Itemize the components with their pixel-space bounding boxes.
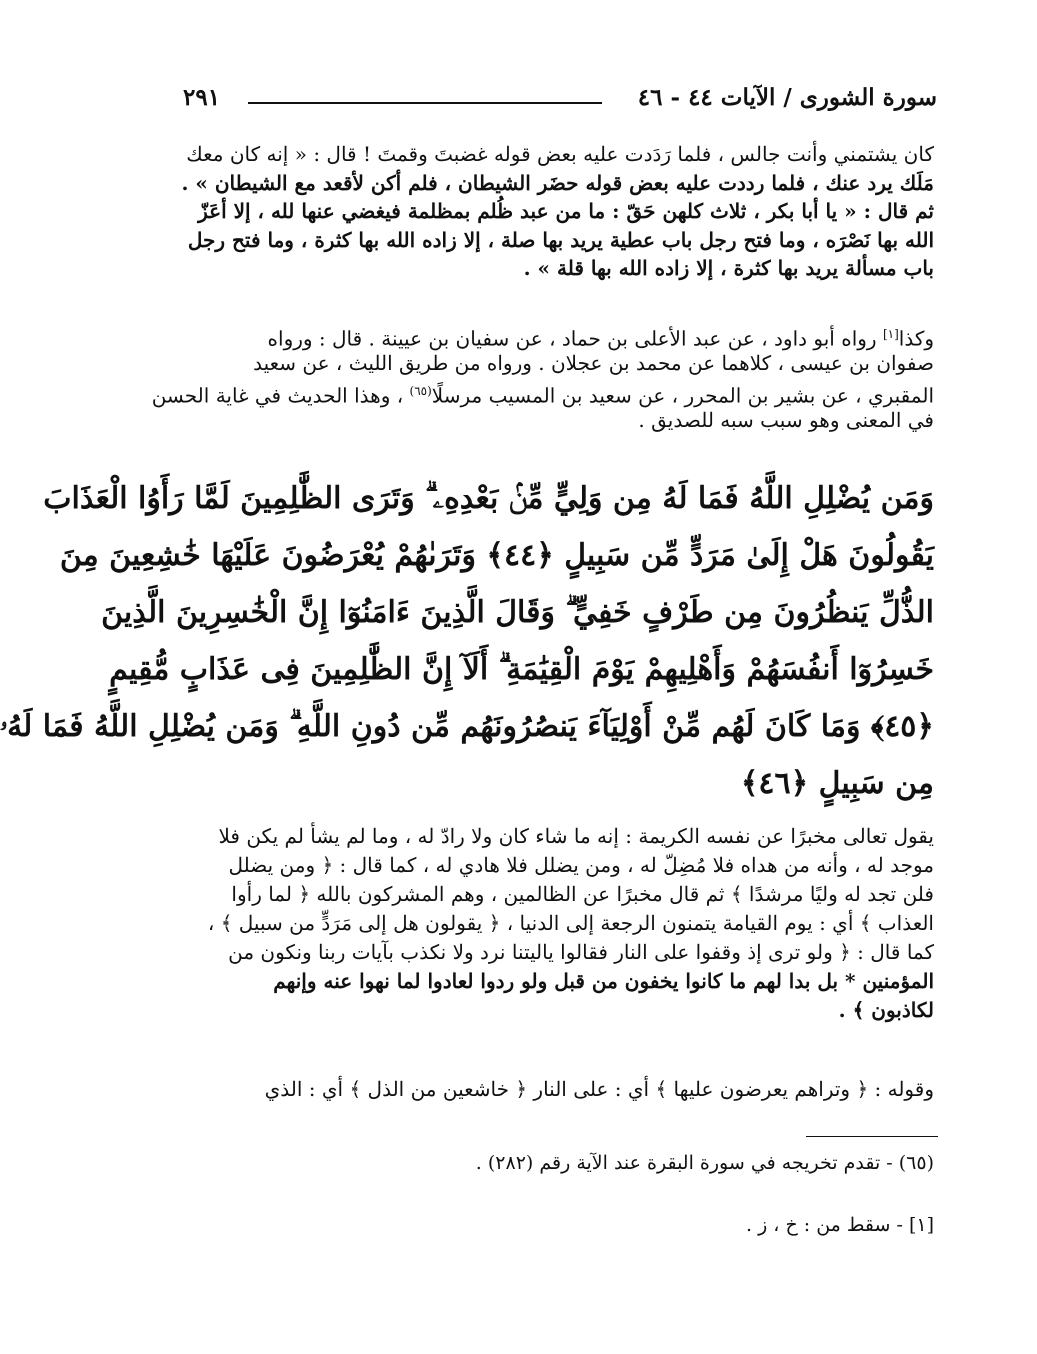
- lead-word: وكذا: [898, 326, 934, 351]
- text-line: باب مسألة يريد بها كثرة ، إلا زاده الله بها قلة » .: [523, 256, 934, 280]
- text-line: [186, 320, 934, 349]
- footnote-marker: (٦٥): [409, 384, 432, 398]
- verse-line: خَسِرُوٓا أَنفُسَهُمْ وَأَهْلِيهِمْ يَوْمَ الْقِيَٰمَةِ ۗ أَلَآ إِنَّ الظَّٰلِمِينَ فِى عَذَابٍ مُّقِيمٍ: [109, 652, 934, 687]
- text-fragment: ، وهذا الحديث في غاية الحسن: [151, 383, 410, 408]
- text-line: وقوله : ﴿ وتراهم يعرضون عليها ﴾ أي : على النار ﴿ خاشعين من الذل ﴾ أي : الذي: [264, 1077, 934, 1101]
- quran-verses: [0, 470, 934, 812]
- verse-line: يَقُولُونَ هَلْ إِلَىٰ مَرَدٍّ مِّن سَبِيلٍ ﴿٤٤﴾ وَتَرَىٰهُمْ يُعْرَضُونَ عَلَيْهَا خَٰشِعِينَ مِنَ: [59, 538, 934, 573]
- reference-marker: [١]: [882, 327, 899, 341]
- footnote: [١] - سقط من : خ ، ز .: [745, 1214, 934, 1236]
- verse-line: الذُّلِّ يَنظُرُونَ مِن طَرْفٍ خَفِيٍّ ۗ وَقَالَ الَّذِينَ ءَامَنُوٓا إِنَّ الْخَٰسِرِينَ الَّذِينَ: [101, 595, 934, 630]
- text-fragment: المقبري ، عن بشير بن المحرر ، عن سعيد بن المسيب مرسلًا: [431, 383, 934, 408]
- text-line: موجد له ، وأنه من هداه فلا مُضِلّ له ، ومن يضلل فلا هادي له ، كما قال : ﴿ ومن يضلل: [228, 853, 934, 877]
- text-line: العذاب ﴾ أي : يوم القيامة يتمنون الرجعة إلى الدنيا ، ﴿ يقولون هل إلى مَرَدٍّ من سبيل ﴾ ،: [207, 911, 934, 935]
- text-fragment: رواه أبو داود ، عن عبد الأعلى بن حماد ، عن سفيان بن عيينة . قال : ورواه: [267, 326, 883, 351]
- header-rule: [248, 102, 602, 104]
- text-line: مَلَك يرد عنك ، فلما رددت عليه بعض قوله حضَر الشيطان ، فلم أكن لأقعد مع الشيطان » .: [181, 170, 934, 195]
- text-line: كان يشتمني وأنت جالس ، فلما رَدَدت عليه بعض قوله غضبتَ وقمتَ ! قال : « إنه كان معك: [186, 142, 934, 166]
- text-line: لكاذبون ﴾ .: [838, 998, 934, 1022]
- text-line: في المعنى وهو سبب سبه للصديق .: [638, 407, 934, 432]
- text-line: كما قال : ﴿ ولو ترى إذ وقفوا على النار فقالوا ياليتنا نرد ولا نكذب بآيات ربنا ونكون من: [228, 940, 934, 964]
- running-header: [183, 82, 937, 118]
- page-number: ٢٩١: [183, 84, 221, 111]
- text-line: صفوان بن عيسى ، كلاهما عن محمد بن عجلان . ورواه من طريق الليث ، عن سعيد: [253, 350, 934, 375]
- text-line: الله بها نَصْرَه ، وما فتح رجل باب عطية يريد بها صلة ، إلا زاده الله بها كثرة ، وما فتح رجل: [187, 227, 934, 252]
- header-title: سورة الشورى / الآيات ٤٤ - ٤٦: [637, 84, 937, 111]
- paragraph-hadith: [181, 140, 934, 283]
- footnote: (٦٥) - تقدم تخريجه في سورة البقرة عند الآية رقم (٢٨٢) .: [475, 1152, 934, 1174]
- paragraph-isnad: [151, 320, 934, 434]
- verse-line: ﴿٤٥﴾ وَمَا كَانَ لَهُم مِّنْ أَوْلِيَآءَ يَنصُرُونَهُم مِّن دُونِ اللَّهِ ۗ وَمَن يُضْلِلِ اللَّهُ فَمَا لَهُۥ: [0, 709, 934, 744]
- paragraph-tafsir: [186, 822, 934, 1025]
- text-line: فلن تجد له وليًا مرشدًا ﴾ ثم قال مخبرًا عن الظالمين ، وهم المشركون بالله ﴿ لما رأوا: [231, 882, 934, 906]
- text-line: [151, 377, 934, 408]
- text-line: يقول تعالى مخبرًا عن نفسه الكريمة : إنه ما شاء كان ولا رادّ له ، وما لم يشأ لم يكن فلا: [218, 824, 934, 848]
- text-line: ثم قال : « يا أبا بكر ، ثلاث كلهن حَقّ : ما من عبد ظُلم بمظلمة فيغضي عنها لله ، إلا أعَزّ: [198, 199, 934, 223]
- verse-line: وَمَن يُضْلِلِ اللَّهُ فَمَا لَهُ مِن وَلِيٍّ مِّنۢ بَعْدِهِۦ ۗ وَتَرَى الظَّٰلِمِينَ لَمَّا رَأَوُا الْعَذَابَ: [43, 481, 934, 516]
- footnote-rule: [806, 1136, 938, 1137]
- text-line: المؤمنين * بل بدا لهم ما كانوا يخفون من قبل ولو ردوا لعادوا لما نهوا عنه وإنهم: [273, 969, 934, 993]
- paragraph-continuation: [186, 1074, 934, 1104]
- verse-line: مِن سَبِيلٍ ﴿٤٦﴾: [740, 766, 934, 801]
